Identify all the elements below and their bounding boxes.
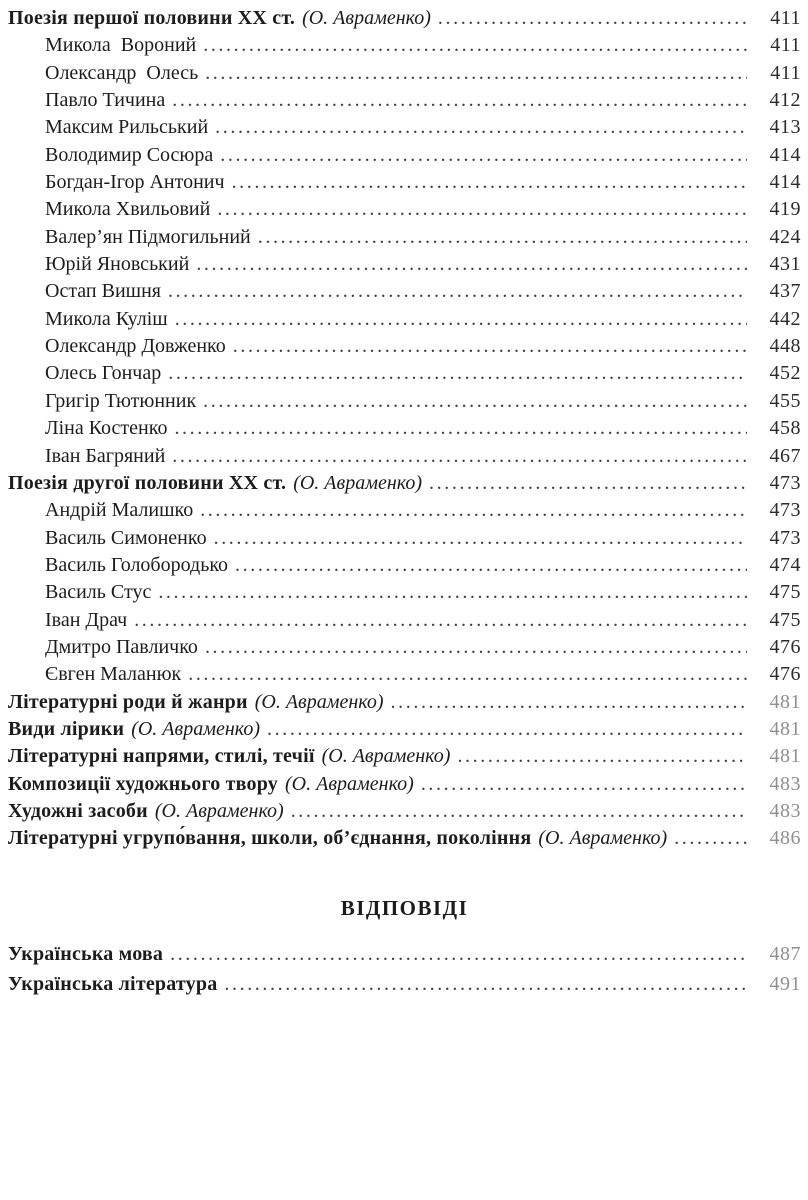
- answers-heading: ВІДПОВІДІ: [340, 895, 469, 920]
- toc-list: [8, 5, 801, 853]
- entry-page-number: 419: [769, 198, 801, 221]
- dot-leader: [235, 552, 747, 579]
- entry-label: Микола Хвильовий: [45, 198, 211, 221]
- dot-leader: [205, 634, 747, 661]
- entry-label: Поезія другої половини ХХ ст.: [8, 471, 287, 494]
- dot-leader: [134, 607, 747, 634]
- dot-leader: [267, 716, 747, 743]
- dot-leader: [421, 771, 747, 798]
- toc-entry: [8, 142, 801, 169]
- toc-entry: [8, 60, 801, 87]
- entry-author: (О. Авраменко): [254, 690, 384, 713]
- entry-label: Богдан-Ігор Антонич: [45, 171, 225, 194]
- dot-leader: [203, 32, 747, 59]
- toc-entry: [8, 114, 801, 141]
- entry-page-number: 414: [769, 171, 801, 194]
- toc-entry: [8, 278, 801, 305]
- entry-page-number: 448: [769, 335, 801, 358]
- toc-entry: [8, 388, 801, 415]
- toc-entry: [8, 5, 801, 32]
- entry-label: Українська література: [8, 972, 218, 995]
- entry-page-number: 455: [769, 389, 801, 412]
- entry-label: Микола Вороний: [45, 34, 197, 57]
- entry-page-number: 411: [770, 34, 801, 57]
- dot-leader: [217, 196, 747, 223]
- entry-page-number: 481: [769, 745, 801, 768]
- toc-entry: [8, 771, 801, 798]
- dot-leader: [168, 360, 747, 387]
- entry-label: Олесь Гончар: [45, 362, 162, 385]
- entry-page-number: 483: [769, 772, 801, 795]
- entry-label: Остап Вишня: [45, 280, 161, 303]
- entry-label: Художні засоби: [8, 799, 148, 822]
- entry-label: Андрій Малишко: [45, 499, 194, 522]
- entry-author: (О. Авраменко): [293, 471, 423, 494]
- toc-entry: [8, 87, 801, 114]
- dot-leader: [214, 525, 747, 552]
- entry-page-number: 475: [769, 608, 801, 631]
- entry-page-number: 475: [769, 581, 801, 604]
- dot-leader: [215, 114, 747, 141]
- toc-entry: [8, 470, 801, 497]
- dot-leader: [175, 306, 747, 333]
- dot-leader: [232, 169, 747, 196]
- toc-entry: [8, 552, 801, 579]
- entry-page-number: 476: [769, 635, 801, 658]
- entry-author: (О. Авраменко): [321, 745, 451, 768]
- entry-author: (О. Авраменко): [285, 772, 414, 795]
- entry-label: Василь Голобородько: [45, 553, 229, 576]
- dot-leader: [429, 470, 747, 497]
- entry-author: (О. Авраменко): [538, 827, 668, 850]
- dot-leader: [258, 224, 747, 251]
- entry-label: Микола Куліш: [45, 307, 168, 330]
- entry-label: Літературні напрями, стилі, течії: [8, 745, 315, 768]
- entry-page-number: 412: [769, 89, 801, 112]
- toc-entry: [8, 196, 801, 223]
- toc-entry: [8, 525, 801, 552]
- entry-page-number: 483: [769, 799, 801, 822]
- answers-list: [8, 939, 801, 999]
- entry-page-number: 414: [769, 143, 801, 166]
- entry-author: (О. Авраменко): [154, 799, 284, 822]
- toc-entry: [8, 32, 801, 59]
- toc-entry: [8, 415, 801, 442]
- toc-entry: [8, 443, 801, 470]
- dot-leader: [391, 689, 747, 716]
- toc-entry: [8, 969, 801, 999]
- dot-leader: [291, 798, 747, 825]
- toc-entry: [8, 579, 801, 606]
- entry-label: Дмитро Павличко: [45, 635, 198, 658]
- dot-leader: [205, 60, 747, 87]
- toc-entry: [8, 634, 801, 661]
- entry-label: Літературні роди й жанри: [8, 690, 248, 713]
- entry-label: Літературні угрупо́вання, школи, об’єднання, покоління: [8, 827, 532, 850]
- toc-entry: [8, 825, 801, 852]
- toc-entry: [8, 224, 801, 251]
- entry-page-number: 481: [769, 717, 801, 740]
- entry-page-number: 413: [769, 116, 801, 139]
- entry-page-number: 481: [769, 690, 801, 713]
- dot-leader: [200, 497, 747, 524]
- toc-entry: [8, 607, 801, 634]
- entry-page-number: 458: [769, 417, 801, 440]
- toc-entry: [8, 306, 801, 333]
- entry-page-number: 491: [769, 972, 801, 995]
- dot-leader: [158, 579, 747, 606]
- dot-leader: [174, 415, 747, 442]
- toc-entry: [8, 798, 801, 825]
- entry-label: Володимир Сосюра: [45, 143, 214, 166]
- dot-leader: [674, 825, 747, 852]
- toc-entry: [8, 333, 801, 360]
- toc-entry: [8, 497, 801, 524]
- entry-label: Валер’ян Підмогильний: [45, 225, 251, 248]
- entry-label: Види лірики: [8, 717, 125, 740]
- dot-leader: [196, 251, 747, 278]
- dot-leader: [170, 939, 747, 969]
- toc-entry: [8, 689, 801, 716]
- entry-page-number: 486: [769, 827, 801, 850]
- entry-label: Василь Симоненко: [45, 526, 207, 549]
- entry-page-number: 473: [769, 526, 801, 549]
- entry-page-number: 467: [769, 444, 801, 467]
- dot-leader: [188, 661, 747, 688]
- toc-entry: [8, 743, 801, 770]
- entry-page-number: 411: [770, 7, 801, 29]
- entry-page-number: 424: [769, 225, 801, 248]
- dot-leader: [172, 87, 747, 114]
- entry-label: Іван Драч: [45, 608, 128, 631]
- dot-leader: [203, 388, 747, 415]
- entry-page-number: 487: [769, 942, 801, 965]
- entry-author: (О. Авраменко): [131, 717, 261, 740]
- dot-leader: [233, 333, 747, 360]
- entry-label: Максим Рильський: [45, 116, 209, 139]
- dot-leader: [220, 142, 747, 169]
- entry-label: Композиції художнього твору: [8, 772, 278, 795]
- entry-label: Григір Тютюнник: [45, 389, 197, 412]
- dot-leader: [172, 443, 747, 470]
- entry-page-number: 431: [769, 253, 801, 276]
- toc-entry: [8, 661, 801, 688]
- entry-label: Олександр Олесь: [45, 61, 199, 84]
- entry-label: Василь Стус: [45, 581, 152, 604]
- entry-page-number: 473: [769, 471, 801, 494]
- entry-label: Павло Тичина: [45, 89, 166, 112]
- dot-leader: [457, 743, 747, 770]
- entry-page-number: 476: [769, 663, 801, 686]
- entry-page-number: 452: [769, 362, 801, 385]
- dot-leader: [168, 278, 747, 305]
- entry-label: Юрій Яновський: [45, 253, 190, 276]
- entry-author: (О. Авраменко): [302, 7, 431, 29]
- entry-label: Євген Маланюк: [45, 663, 182, 686]
- entry-label: Ліна Костенко: [45, 417, 168, 440]
- toc-entry: [8, 716, 801, 743]
- entry-label: Іван Багряний: [45, 444, 166, 467]
- toc-entry: [8, 939, 801, 969]
- toc-entry: [8, 251, 801, 278]
- entry-label: Поезія першої половини ХХ ст.: [8, 7, 296, 29]
- entry-page-number: 442: [769, 307, 801, 330]
- toc-entry: [8, 360, 801, 387]
- entry-page-number: 437: [769, 280, 801, 303]
- entry-label: Українська мова: [8, 942, 164, 965]
- entry-page-number: 473: [769, 499, 801, 522]
- entry-label: Олександр Довженко: [45, 335, 226, 358]
- entry-page-number: 474: [769, 553, 801, 576]
- entry-page-number: 411: [770, 61, 801, 84]
- dot-leader: [438, 5, 747, 32]
- toc-entry: [8, 169, 801, 196]
- dot-leader: [224, 969, 747, 999]
